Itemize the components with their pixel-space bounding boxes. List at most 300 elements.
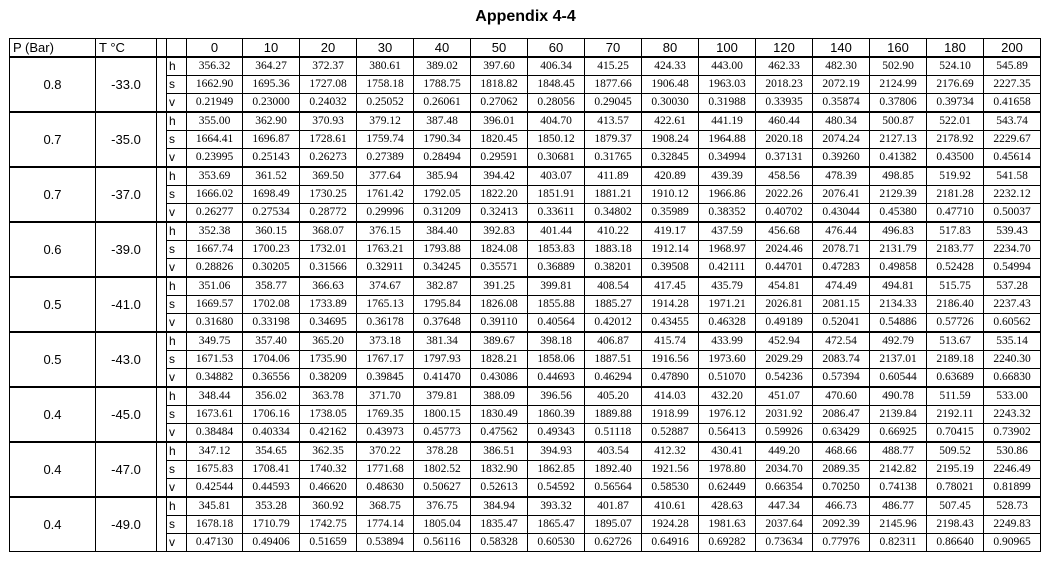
value-cell: 0.52041 (813, 314, 870, 333)
property-label: h (167, 222, 187, 241)
value-cell: 0.42012 (585, 314, 642, 333)
value-cell: 1850.12 (528, 131, 585, 149)
value-cell: 0.66354 (756, 479, 813, 498)
value-cell: 1669.57 (187, 296, 243, 314)
value-cell: 0.90965 (984, 534, 1041, 552)
value-cell: 349.75 (187, 332, 243, 351)
property-label: h (167, 497, 187, 516)
value-cell: 433.99 (699, 332, 756, 351)
value-cell: 0.82311 (870, 534, 927, 552)
value-cell: 0.63689 (927, 369, 984, 388)
property-label: s (167, 131, 187, 149)
value-cell: 1758.18 (357, 76, 414, 94)
value-cell: 2192.11 (927, 406, 984, 424)
value-cell: 382.87 (414, 277, 471, 296)
value-cell: 2178.92 (927, 131, 984, 149)
value-cell: 0.45773 (414, 424, 471, 443)
value-cell: 381.34 (414, 332, 471, 351)
table-row (10, 277, 1041, 296)
value-cell: 380.61 (357, 57, 414, 76)
value-cell: 2037.64 (756, 516, 813, 534)
value-cell: 0.28056 (528, 94, 585, 113)
value-cell: 1733.89 (300, 296, 357, 314)
temp-col-header: 120 (756, 39, 813, 58)
value-cell: 2137.01 (870, 351, 927, 369)
value-cell: 0.41382 (870, 149, 927, 168)
temperature-cell: -49.0 (96, 497, 157, 552)
value-cell: 0.56116 (414, 534, 471, 552)
value-cell: 509.52 (927, 442, 984, 461)
value-cell: 1828.21 (471, 351, 528, 369)
value-cell: 543.74 (984, 112, 1041, 131)
value-cell: 365.20 (300, 332, 357, 351)
value-cell: 357.40 (243, 332, 300, 351)
value-cell: 362.90 (243, 112, 300, 131)
property-label: s (167, 76, 187, 94)
value-cell: 404.70 (528, 112, 585, 131)
value-cell: 1742.75 (300, 516, 357, 534)
value-cell: 1788.75 (414, 76, 471, 94)
spacer-header (157, 39, 167, 58)
value-cell: 2020.18 (756, 131, 813, 149)
value-cell: 0.25052 (357, 94, 414, 113)
value-cell: 0.39508 (642, 259, 699, 278)
value-cell: 1885.27 (585, 296, 642, 314)
value-cell: 0.52613 (471, 479, 528, 498)
value-cell: 2240.30 (984, 351, 1041, 369)
value-cell: 1708.41 (243, 461, 300, 479)
property-label: v (167, 314, 187, 333)
value-cell: 1964.88 (699, 131, 756, 149)
value-cell: 500.87 (870, 112, 927, 131)
property-label: h (167, 442, 187, 461)
value-cell: 0.54994 (984, 259, 1041, 278)
value-cell: 0.37806 (870, 94, 927, 113)
temperature-cell: -45.0 (96, 387, 157, 442)
value-cell: 362.35 (300, 442, 357, 461)
value-cell: 0.31209 (414, 204, 471, 223)
value-cell: 1966.86 (699, 186, 756, 204)
value-cell: 411.89 (585, 167, 642, 186)
value-cell: 2026.81 (756, 296, 813, 314)
value-cell: 1981.63 (699, 516, 756, 534)
property-label: h (167, 387, 187, 406)
value-cell: 368.07 (300, 222, 357, 241)
value-cell: 2072.19 (813, 76, 870, 94)
value-cell: 517.83 (927, 222, 984, 241)
pressure-cell: 0.5 (10, 332, 96, 387)
value-cell: 466.73 (813, 497, 870, 516)
value-cell: 2086.47 (813, 406, 870, 424)
value-cell: 0.44701 (756, 259, 813, 278)
pressure-cell: 0.4 (10, 387, 96, 442)
value-cell: 0.39110 (471, 314, 528, 333)
value-cell: 0.58530 (642, 479, 699, 498)
value-cell: 0.57394 (813, 369, 870, 388)
property-label: v (167, 369, 187, 388)
value-cell: 1774.14 (357, 516, 414, 534)
value-cell: 1763.21 (357, 241, 414, 259)
value-cell: 522.01 (927, 112, 984, 131)
value-cell: 0.54236 (756, 369, 813, 388)
value-cell: 0.39734 (927, 94, 984, 113)
property-label: s (167, 296, 187, 314)
value-cell: 352.38 (187, 222, 243, 241)
value-cell: 373.18 (357, 332, 414, 351)
value-cell: 2234.70 (984, 241, 1041, 259)
property-label: v (167, 259, 187, 278)
value-cell: 470.60 (813, 387, 870, 406)
value-cell: 392.83 (471, 222, 528, 241)
table-row (10, 332, 1041, 351)
value-cell: 1710.79 (243, 516, 300, 534)
value-cell: 2181.28 (927, 186, 984, 204)
value-cell: 401.87 (585, 497, 642, 516)
value-cell: 0.44693 (528, 369, 585, 388)
value-cell: 2139.84 (870, 406, 927, 424)
pressure-cell: 0.8 (10, 57, 96, 112)
value-cell: 0.32413 (471, 204, 528, 223)
pressure-cell: 0.6 (10, 222, 96, 277)
pressure-cell: 0.7 (10, 112, 96, 167)
value-cell: 1771.68 (357, 461, 414, 479)
property-label: h (167, 277, 187, 296)
value-cell: 1696.87 (243, 131, 300, 149)
value-cell: 408.54 (585, 277, 642, 296)
value-cell: 2076.41 (813, 186, 870, 204)
value-cell: 387.48 (414, 112, 471, 131)
value-cell: 1895.07 (585, 516, 642, 534)
value-cell: 0.35989 (642, 204, 699, 223)
value-cell: 355.00 (187, 112, 243, 131)
value-cell: 0.29591 (471, 149, 528, 168)
value-cell: 1881.21 (585, 186, 642, 204)
value-cell: 0.38352 (699, 204, 756, 223)
value-cell: 0.47130 (187, 534, 243, 552)
value-cell: 0.47283 (813, 259, 870, 278)
value-cell: 0.33198 (243, 314, 300, 333)
value-cell: 0.46294 (585, 369, 642, 388)
value-cell: 2232.12 (984, 186, 1041, 204)
value-cell: 0.39260 (813, 149, 870, 168)
value-cell: 0.60562 (984, 314, 1041, 333)
value-cell: 0.34882 (187, 369, 243, 388)
value-cell: 486.77 (870, 497, 927, 516)
value-cell: 2227.35 (984, 76, 1041, 94)
value-cell: 507.45 (927, 497, 984, 516)
value-cell: 0.58328 (471, 534, 528, 552)
value-cell: 1824.08 (471, 241, 528, 259)
value-cell: 472.54 (813, 332, 870, 351)
value-cell: 1667.74 (187, 241, 243, 259)
value-cell: 1887.51 (585, 351, 642, 369)
value-cell: 0.74138 (870, 479, 927, 498)
value-cell: 1695.36 (243, 76, 300, 94)
page-title: Appendix 4-4 (475, 8, 576, 25)
property-label: h (167, 57, 187, 76)
value-cell: 524.10 (927, 57, 984, 76)
value-cell: 2092.39 (813, 516, 870, 534)
value-cell: 458.56 (756, 167, 813, 186)
value-cell: 1976.12 (699, 406, 756, 424)
value-cell: 2237.43 (984, 296, 1041, 314)
value-cell: 1906.48 (642, 76, 699, 94)
value-cell: 482.30 (813, 57, 870, 76)
value-cell: 0.27534 (243, 204, 300, 223)
value-cell: 0.48630 (357, 479, 414, 498)
value-cell: 1912.14 (642, 241, 699, 259)
value-cell: 1818.82 (471, 76, 528, 94)
temp-col-header: 140 (813, 39, 870, 58)
value-cell: 1664.41 (187, 131, 243, 149)
value-cell: 2249.83 (984, 516, 1041, 534)
value-cell: 1889.88 (585, 406, 642, 424)
value-cell: 405.20 (585, 387, 642, 406)
property-label: v (167, 424, 187, 443)
pressure-cell: 0.4 (10, 497, 96, 552)
value-cell: 0.70250 (813, 479, 870, 498)
value-cell: 1918.99 (642, 406, 699, 424)
pressure-header: P (Bar) (10, 39, 96, 58)
value-cell: 428.63 (699, 497, 756, 516)
value-cell: 462.33 (756, 57, 813, 76)
temp-col-header: 60 (528, 39, 585, 58)
temp-col-header: 40 (414, 39, 471, 58)
value-cell: 403.07 (528, 167, 585, 186)
value-cell: 0.32845 (642, 149, 699, 168)
value-cell: 1822.20 (471, 186, 528, 204)
value-cell: 401.44 (528, 222, 585, 241)
value-cell: 391.25 (471, 277, 528, 296)
value-cell: 0.34695 (300, 314, 357, 333)
value-cell: 0.45380 (870, 204, 927, 223)
value-cell: 384.94 (471, 497, 528, 516)
value-cell: 2083.74 (813, 351, 870, 369)
value-cell: 386.51 (471, 442, 528, 461)
value-cell: 1835.47 (471, 516, 528, 534)
value-cell: 1792.05 (414, 186, 471, 204)
value-cell: 490.78 (870, 387, 927, 406)
temperature-cell: -43.0 (96, 332, 157, 387)
value-cell: 1832.90 (471, 461, 528, 479)
value-cell: 535.14 (984, 332, 1041, 351)
value-cell: 1848.45 (528, 76, 585, 94)
value-cell: 496.83 (870, 222, 927, 241)
value-cell: 397.60 (471, 57, 528, 76)
value-cell: 1800.15 (414, 406, 471, 424)
value-cell: 396.01 (471, 112, 528, 131)
value-cell: 0.66925 (870, 424, 927, 443)
value-cell: 0.30030 (642, 94, 699, 113)
value-cell: 0.53894 (357, 534, 414, 552)
temperature-header: T °C (96, 39, 157, 58)
value-cell: 1851.91 (528, 186, 585, 204)
value-cell: 0.60530 (528, 534, 585, 552)
value-cell: 0.34802 (585, 204, 642, 223)
value-cell: 419.17 (642, 222, 699, 241)
value-cell: 0.25143 (243, 149, 300, 168)
temp-col-header: 30 (357, 39, 414, 58)
value-cell: 2145.96 (870, 516, 927, 534)
temp-col-header: 20 (300, 39, 357, 58)
value-cell: 2229.67 (984, 131, 1041, 149)
value-cell: 530.86 (984, 442, 1041, 461)
value-cell: 410.22 (585, 222, 642, 241)
value-cell: 2183.77 (927, 241, 984, 259)
value-cell: 498.85 (870, 167, 927, 186)
temperature-cell: -47.0 (96, 442, 157, 497)
value-cell: 361.52 (243, 167, 300, 186)
value-cell: 1858.06 (528, 351, 585, 369)
value-cell: 347.12 (187, 442, 243, 461)
value-cell: 0.43044 (813, 204, 870, 223)
property-header (167, 39, 187, 58)
value-cell: 0.36556 (243, 369, 300, 388)
value-cell: 356.32 (187, 57, 243, 76)
value-cell: 0.56564 (585, 479, 642, 498)
pressure-cell: 0.5 (10, 277, 96, 332)
value-cell: 420.89 (642, 167, 699, 186)
value-cell: 0.57726 (927, 314, 984, 333)
table-row (10, 57, 1041, 76)
value-cell: 413.57 (585, 112, 642, 131)
value-cell: 0.62726 (585, 534, 642, 552)
value-cell: 474.49 (813, 277, 870, 296)
value-cell: 1971.21 (699, 296, 756, 314)
temperature-cell: -41.0 (96, 277, 157, 332)
value-cell: 0.73902 (984, 424, 1041, 443)
value-cell: 1706.16 (243, 406, 300, 424)
value-cell: 360.15 (243, 222, 300, 241)
value-cell: 370.22 (357, 442, 414, 461)
table-row (10, 387, 1041, 406)
value-cell: 432.20 (699, 387, 756, 406)
value-cell: 0.43455 (642, 314, 699, 333)
value-cell: 1735.90 (300, 351, 357, 369)
value-cell: 451.07 (756, 387, 813, 406)
value-cell: 441.19 (699, 112, 756, 131)
value-cell: 0.47710 (927, 204, 984, 223)
temp-col-header: 50 (471, 39, 528, 58)
pressure-cell: 0.7 (10, 167, 96, 222)
value-cell: 449.20 (756, 442, 813, 461)
value-cell: 1924.28 (642, 516, 699, 534)
value-cell: 0.45614 (984, 149, 1041, 168)
value-cell: 1805.04 (414, 516, 471, 534)
value-cell: 1759.74 (357, 131, 414, 149)
value-cell: 1698.49 (243, 186, 300, 204)
value-cell: 2134.33 (870, 296, 927, 314)
value-cell: 0.59926 (756, 424, 813, 443)
value-cell: 1978.80 (699, 461, 756, 479)
value-cell: 1910.12 (642, 186, 699, 204)
value-cell: 1921.56 (642, 461, 699, 479)
value-cell: 1855.88 (528, 296, 585, 314)
value-cell: 1892.40 (585, 461, 642, 479)
value-cell: 1740.32 (300, 461, 357, 479)
value-cell: 2176.69 (927, 76, 984, 94)
value-cell: 1853.83 (528, 241, 585, 259)
value-cell: 528.73 (984, 497, 1041, 516)
value-cell: 2078.71 (813, 241, 870, 259)
value-cell: 0.42544 (187, 479, 243, 498)
spacer-cell (157, 277, 167, 332)
value-cell: 0.49343 (528, 424, 585, 443)
property-label: h (167, 167, 187, 186)
temperature-cell: -37.0 (96, 167, 157, 222)
property-label: v (167, 204, 187, 223)
spacer-cell (157, 167, 167, 222)
value-cell: 379.81 (414, 387, 471, 406)
value-cell: 1914.28 (642, 296, 699, 314)
value-cell: 422.61 (642, 112, 699, 131)
value-cell: 2031.92 (756, 406, 813, 424)
value-cell: 0.30681 (528, 149, 585, 168)
value-cell: 1826.08 (471, 296, 528, 314)
value-cell: 0.78021 (927, 479, 984, 498)
value-cell: 468.66 (813, 442, 870, 461)
value-cell: 476.44 (813, 222, 870, 241)
value-cell: 358.77 (243, 277, 300, 296)
value-cell: 0.43086 (471, 369, 528, 388)
value-cell: 371.70 (357, 387, 414, 406)
value-cell: 385.94 (414, 167, 471, 186)
value-cell: 370.93 (300, 112, 357, 131)
value-cell: 515.75 (927, 277, 984, 296)
header-row (10, 39, 1041, 58)
value-cell: 0.60544 (870, 369, 927, 388)
value-cell: 353.28 (243, 497, 300, 516)
property-label: v (167, 534, 187, 552)
spacer-cell (157, 222, 167, 277)
value-cell: 439.39 (699, 167, 756, 186)
value-cell: 1673.61 (187, 406, 243, 424)
value-cell: 0.42111 (699, 259, 756, 278)
value-cell: 1738.05 (300, 406, 357, 424)
value-cell: 0.26273 (300, 149, 357, 168)
value-cell: 353.69 (187, 167, 243, 186)
temp-col-header: 160 (870, 39, 927, 58)
value-cell: 0.46328 (699, 314, 756, 333)
value-cell: 0.51659 (300, 534, 357, 552)
value-cell: 417.45 (642, 277, 699, 296)
value-cell: 0.34245 (414, 259, 471, 278)
value-cell: 0.73634 (756, 534, 813, 552)
value-cell: 0.33611 (528, 204, 585, 223)
value-cell: 511.59 (927, 387, 984, 406)
value-cell: 0.63429 (813, 424, 870, 443)
value-cell: 519.92 (927, 167, 984, 186)
spacer-cell (157, 112, 167, 167)
value-cell: 1879.37 (585, 131, 642, 149)
value-cell: 366.63 (300, 277, 357, 296)
value-cell: 1666.02 (187, 186, 243, 204)
value-cell: 412.32 (642, 442, 699, 461)
value-cell: 414.03 (642, 387, 699, 406)
value-cell: 1704.06 (243, 351, 300, 369)
property-label: s (167, 406, 187, 424)
value-cell: 1968.97 (699, 241, 756, 259)
value-cell: 0.51070 (699, 369, 756, 388)
spacer-cell (157, 57, 167, 112)
value-cell: 447.34 (756, 497, 813, 516)
value-cell: 2198.43 (927, 516, 984, 534)
temp-col-header: 80 (642, 39, 699, 58)
property-label: v (167, 149, 187, 168)
value-cell: 1802.52 (414, 461, 471, 479)
temp-col-header: 200 (984, 39, 1041, 58)
value-cell: 376.15 (357, 222, 414, 241)
